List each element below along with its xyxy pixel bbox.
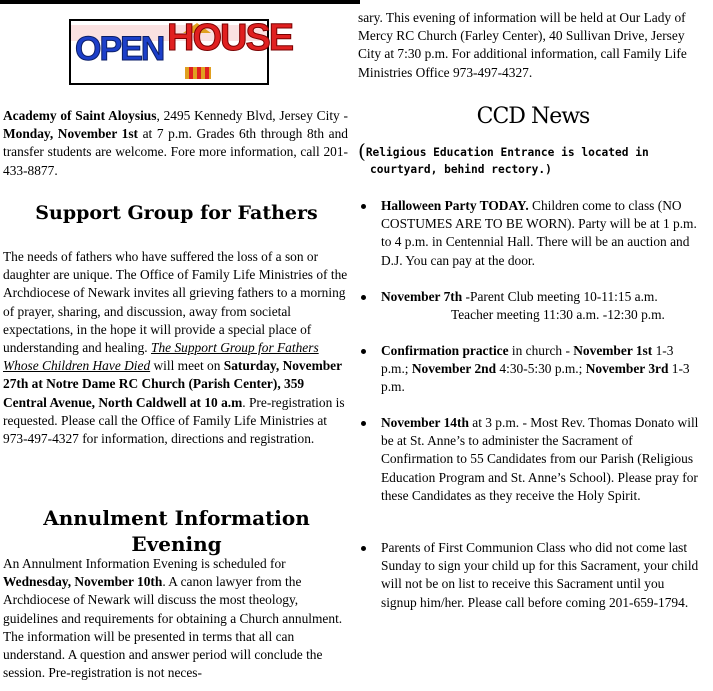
open-house-paragraph: Academy of Saint Aloysius, 2495 Kennedy Blvd, Jersey City - Monday, November 1st at 7 p.m. Grades 6th through 8th and transfer students are welcome. Fore more information, call 201-433-8877. xyxy=(3,108,348,178)
open-house-logo xyxy=(69,17,293,85)
support-group-title: Support Group for Fathers xyxy=(35,202,318,224)
bullet-icon xyxy=(361,349,366,354)
annulment-date: Wednesday, November 10th xyxy=(3,574,163,590)
entrance-note: (Religious Education Entrance is located in courtyard, behind rectory.) xyxy=(358,139,649,176)
logo-text-open: OPEN xyxy=(75,30,164,68)
open-house-date: Monday, November 1st xyxy=(3,126,139,142)
annulment-title: Annulment Information Evening xyxy=(43,506,310,556)
annulment-continuation: sary. This evening of information will be held at Our Lady of Mercy RC Church (Farley Center), 40 Sullivan Drive, Jersey City at 7:30 p.m. For additional information, call Family Life Ministries Office 973-497-4327. xyxy=(358,10,687,80)
support-group-paragraph: The needs of fathers who have suffered the loss of a son or daughter are unique. The Office of Family Life Ministries of the Archdiocese of Newark invites all grieving fathers to a morning of prayer, sharing, and discussion, away from societal expectations, in the hope it will provide a special place of understanding and healing. The Support Group for Fathers Whose Children Have Died will meet on Saturday, November 27th at Notre Dame RC Church (Parish Center), 359 Central Avenue, North Caldwell at 10 a.m. Pre-registration is requested. Please call the Office of Family Life Ministries at 973-497-4327 for information, directions and registration. xyxy=(3,249,348,447)
bullet-icon xyxy=(361,421,366,426)
ccd-news-title: CCD News xyxy=(476,104,590,129)
bullet-icon xyxy=(361,204,366,209)
support-group-name-link[interactable]: The Support Group for Fathers Whose Children Have Died xyxy=(3,340,319,374)
list-item: Halloween Party TODAY. Children come to class (NO COSTUMES ARE TO BE WORN). Party will be at 1 p.m. to 4 p.m. in Centennial Hall. There will be an auction and D.J. You can pay at the door. xyxy=(358,197,703,270)
bullet-icon xyxy=(361,546,366,551)
list-item: Confirmation practice in church - November 1st 1-3 p.m.; November 2nd 4:30-5:30 p.m.; November 3rd 1-3 p.m. xyxy=(358,342,703,397)
top-rule xyxy=(0,0,360,4)
bullet-icon xyxy=(361,295,366,300)
annulment-paragraph: An Annulment Information Evening is scheduled for Wednesday, November 10th. A canon lawyer from the Archdiocese of Newark will discuss the most theology, guidelines and requirements for obtaining a Church annulment. The information will be presented in terms that all can understand. A question and answer period will conclude the session. Pre-registration is not neces- xyxy=(3,556,343,681)
list-item: November 7th -Parent Club meeting 10-11:15 a.m. Teacher meeting 11:30 a.m. -12:30 p.m. xyxy=(358,288,703,324)
logo-stripes xyxy=(185,67,211,79)
list-item: Parents of First Communion Class who did not come last Sunday to sign your child up for this Sacrament, your child will not be on list to receive this Sacrament until you signup him/her. Please call before coming 201-659-1794. xyxy=(358,539,703,612)
list-item: November 14th at 3 p.m. - Most Rev. Thomas Donato will be at St. Anne’s to administer the Sacrament of Confirmation to 55 Candidates from our Parish (Religious Education Program and St. Anne’s School). Please pray for these Candidates as they receive the Holy Spirit. xyxy=(358,414,706,505)
support-group-when: Saturday, November 27th at Notre Dame RC Church (Parish Center), 359 Central Avenue, North Caldwell at 10 a.m xyxy=(3,358,342,410)
school-name: Academy of Saint Aloysius xyxy=(3,108,157,123)
logo-text-house: HOUSE xyxy=(167,17,293,59)
